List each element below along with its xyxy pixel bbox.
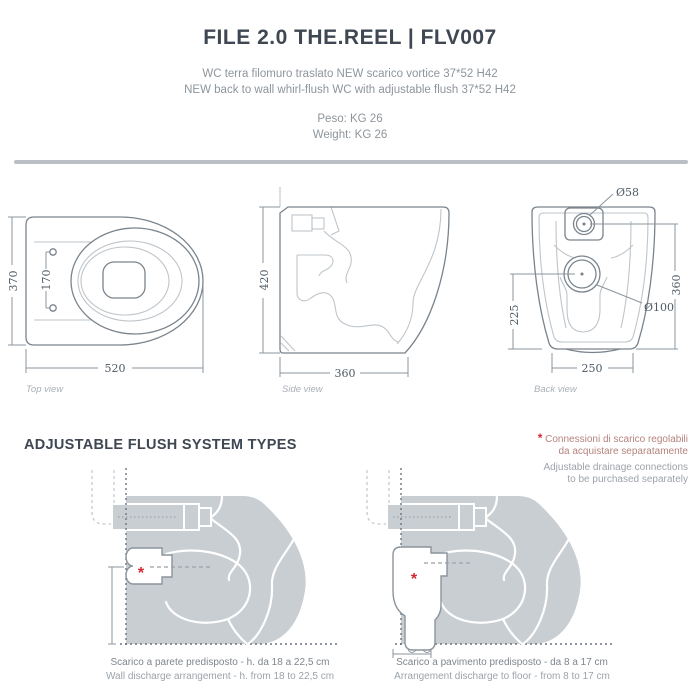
floor-option-caption-english: Arrangement discharge to floor - from 8 to 17 cm: [394, 670, 610, 682]
side-view-dimensions: [259, 207, 408, 377]
dim-back-height: 360: [670, 274, 683, 296]
floor-option-caption: [352, 656, 652, 683]
dim-back-outlet-height: 225: [508, 304, 521, 326]
back-view-label: Back view: [534, 384, 577, 395]
header: [0, 26, 700, 143]
top-view-drawing: [0, 165, 235, 400]
drainage-note-italian: * Connessioni di scarico regolabili da acquistare separatamente: [537, 431, 688, 457]
dim-top-width: 520: [104, 362, 126, 375]
dim-top-hole-spacing: 170: [40, 269, 53, 291]
page-title: FILE 2.0 THE.REEL | FLV007: [203, 26, 497, 49]
back-view-drawing: [470, 165, 700, 400]
side-view-label: Side view: [282, 384, 323, 395]
floor-option-caption-italian: Scarico a pavimento predisposto - da 8 a 17 cm: [396, 657, 608, 668]
separator-line: [14, 160, 688, 164]
top-view-dimensions: [8, 217, 203, 373]
flush-diagrams: [0, 458, 700, 663]
floor-option-asterisk: *: [410, 571, 418, 588]
wall-option-asterisk: *: [137, 565, 145, 582]
flush-diagrams-drawing: [0, 458, 700, 658]
weight-english: Weight: KG 26: [312, 129, 388, 141]
side-view-drawing: [235, 165, 465, 400]
side-view-inner-lines: [280, 187, 441, 351]
wall-option-caption-italian: Scarico a parete predisposto - h. da 18 a 22,5 cm: [110, 657, 330, 668]
dim-top-height: 370: [7, 270, 20, 292]
wall-option-caption-english: Wall discharge arrangement - h. from 18 to 22,5 cm: [105, 670, 335, 682]
dim-side-height: 420: [258, 269, 271, 291]
back-view-inner-lines: [539, 213, 648, 342]
dim-side-depth: 360: [334, 367, 356, 380]
asterisk-marker: *: [537, 431, 543, 445]
top-view-panel: [0, 165, 235, 400]
back-view-outline: [532, 207, 655, 353]
back-view-panel: [470, 165, 700, 400]
wall-option-caption: [70, 656, 370, 683]
drainage-note-english: Adjustable drainage connections to be purchased separately: [543, 462, 688, 485]
side-view-outline: [280, 207, 449, 353]
side-view-panel: [235, 165, 465, 400]
flush-section-title: ADJUSTABLE FLUSH SYSTEM TYPES: [24, 437, 297, 453]
weight-italian: Peso: KG 26: [317, 113, 383, 125]
dim-back-outlet-diameter: Ø100: [643, 301, 675, 314]
subtitle-italian: WC terra filomuro traslato NEW scarico vortice 37*52 H42: [202, 68, 498, 80]
subtitle-english: NEW back to wall whirl-flush WC with adjustable flush 37*52 H42: [184, 84, 516, 96]
dim-back-base-width: 250: [581, 362, 603, 375]
top-view-label: Top view: [26, 384, 64, 395]
dim-back-inlet-diameter: Ø58: [616, 186, 640, 199]
